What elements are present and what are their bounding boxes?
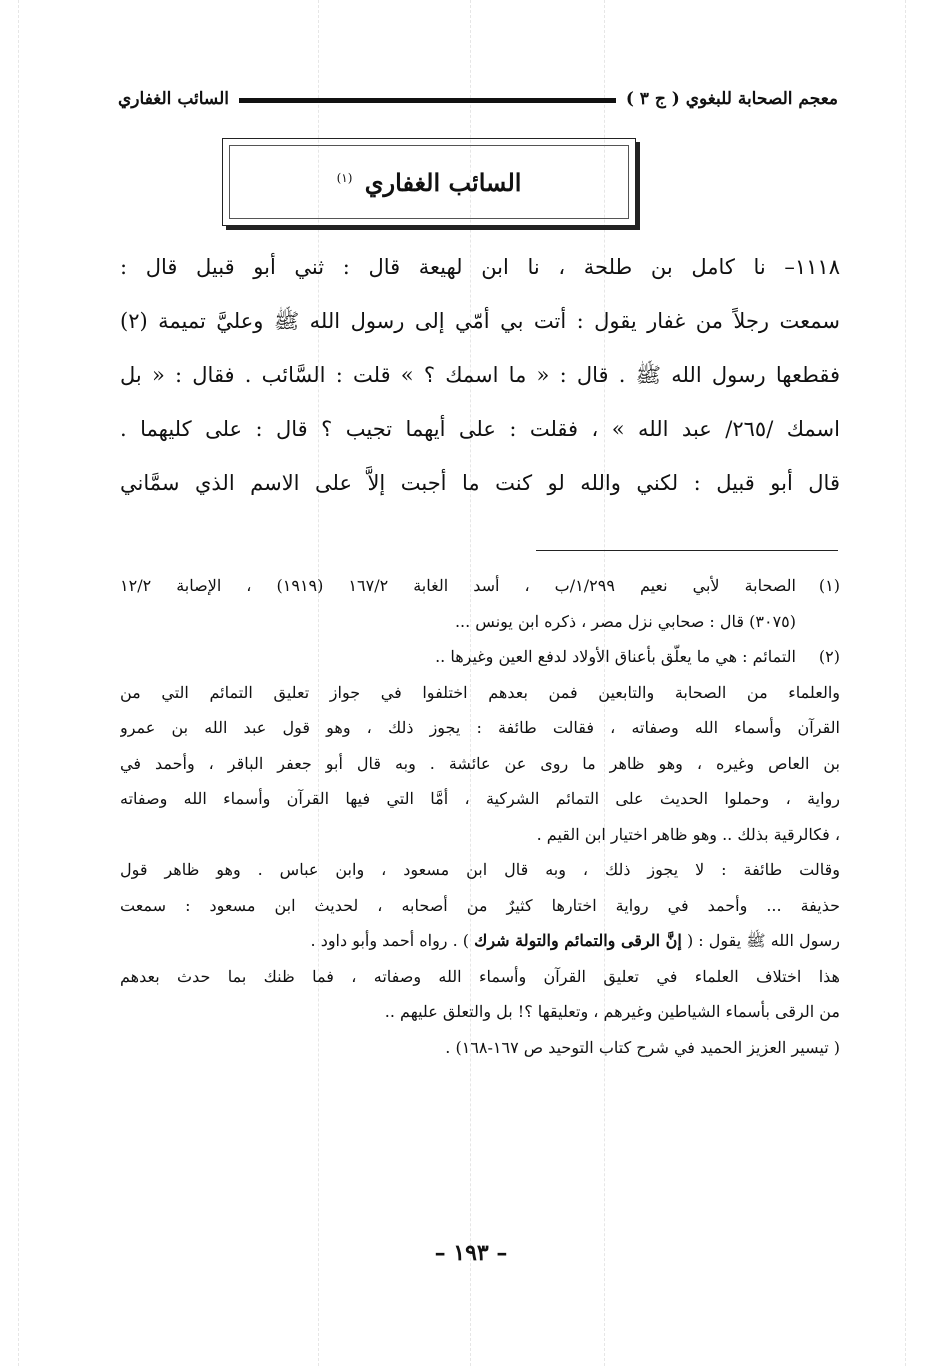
hadith-quote: إنَّ الرقى والتمائم والتولة شرك (474, 931, 682, 950)
footnote-2-line (120, 817, 840, 853)
body-line: قال أبو قبيل : لكني والله لو كنت ما أجبت إلاَّ على الاسم الذي سمَّاني (120, 471, 840, 495)
footnote-ref-1[interactable]: (١) (336, 170, 353, 185)
main-text (120, 240, 840, 510)
footnote-2-line (120, 675, 840, 711)
body-line: فقطعها رسول الله ﷺ . قال : « ما اسمك ؟ » قلت : السَّائب . فقال : « بل (120, 363, 840, 387)
footnote-2-line (120, 959, 840, 995)
hadith-intro: رسول الله ﷺ يقول : ( (686, 931, 840, 950)
footnote-number: (٢) (818, 647, 840, 666)
header-rule (239, 98, 616, 103)
footnote-text: الصحابة لأبي نعيم ١/٢٩٩/ب ، أسد الغابة ١٦٧/٢ (١٩١٩) ، الإصابة ١٢/٢ (120, 576, 796, 595)
footnote-text: حذيفة ... وأحمد في رواية اختارها كثيرٌ من أصحابه ، لحديث ابن مسعود : سمعت (120, 895, 840, 915)
running-header (118, 84, 838, 114)
footnote-text (120, 923, 840, 959)
hadith-source: ) . رواه أحمد وأبو داود . (310, 931, 470, 950)
page-number: – ١٩٣ – (434, 1240, 508, 1266)
footnote-text: ( تيسير العزيز الحميد في شرح كتاب التوحيد ص ١٦٧-١٦٨) . (445, 1037, 840, 1057)
footnote-text: التمائم : هي ما يعلّق بأعناق الأولاد لدفع العين وغيرها .. (435, 647, 796, 666)
entry-title-text: السائب الغفاري (364, 167, 522, 197)
footnotes (120, 568, 840, 1065)
footnote-text: ، فكالرقية بذلك .. وهو ظاهر اختيار ابن القيم . (536, 824, 840, 844)
footnote-2-hadith-line (120, 923, 840, 959)
footnote-text: (٣٠٧٥) قال : صحابي نزل مصر ، ذكره ابن يونس ... (454, 611, 796, 631)
footnote-2-line (120, 994, 840, 1030)
footnote-text: القرآن وأسماء الله وصفاته ، فقالت طائفة : يجوز ذلك ، وهو قول عبد الله بن عمرو (120, 718, 840, 737)
footnote-2-reference (120, 1030, 840, 1066)
footnote-text: من الرقى بأسماء الشياطين وغيرهم ، وتعليقها ؟! بل والتعلق عليهم .. (384, 1002, 840, 1021)
footnote-2-line (120, 781, 840, 817)
header-book-title: معجم الصحابة للبغوي ( ج ٣ ) (625, 89, 838, 109)
header-section-title: السائب الغفاري (118, 89, 229, 109)
footnote-text: والعلماء من الصحابة والتابعين فمن بعدهم اختلفوا في جواز تعليق التمائم التي من (120, 682, 840, 702)
footnote-1-cont (120, 604, 840, 640)
footnote-separator (536, 550, 838, 551)
footnote-text: هذا اختلاف العلماء في تعليق القرآن وأسماء الله وصفاته ، فما ظنك بما حدث بعدهم (120, 966, 840, 986)
body-line: ١١١٨– نا كامل بن طلحة ، نا ابن لهيعة قال : ثني أبو قبيل قال : (120, 255, 840, 279)
footnote-2 (120, 639, 840, 675)
body-line: اسمك /٢٦٥/ عبد الله » ، فقلت : على أيهما تجيب ؟ قال : على كليهما . (120, 417, 840, 441)
footnote-2-line (120, 746, 840, 782)
scan-mark (905, 0, 906, 1366)
footnote-text: رواية ، وحملوا الحديث على التمائم الشركية ، أمَّا التي فيها القرآن وأسماء الله وصفاته (120, 789, 840, 808)
scan-mark (18, 0, 19, 1366)
footnote-1 (120, 568, 840, 604)
footnote-2-line (120, 888, 840, 924)
footnote-2-line (120, 710, 840, 746)
entry-title (337, 168, 522, 197)
footnote-text: وقالت طائفة : لا يجوز ذلك ، وبه قال ابن مسعود ، وابن عباس . وهو ظاهر قول (120, 860, 840, 879)
body-line: سمعت رجلاً من غفار يقول : أتت بي أمّي إلى رسول الله ﷺ وعليَّ تميمة (٢) (120, 309, 840, 333)
footnote-text: بن العاص وغيره ، وهو ظاهر ما روى عن عائشة . وبه قال أبو جعفر الباقر ، وأحمد في (120, 753, 840, 773)
footnote-number: (١) (818, 576, 840, 595)
title-frame (222, 138, 636, 226)
footnote-2-line (120, 852, 840, 888)
